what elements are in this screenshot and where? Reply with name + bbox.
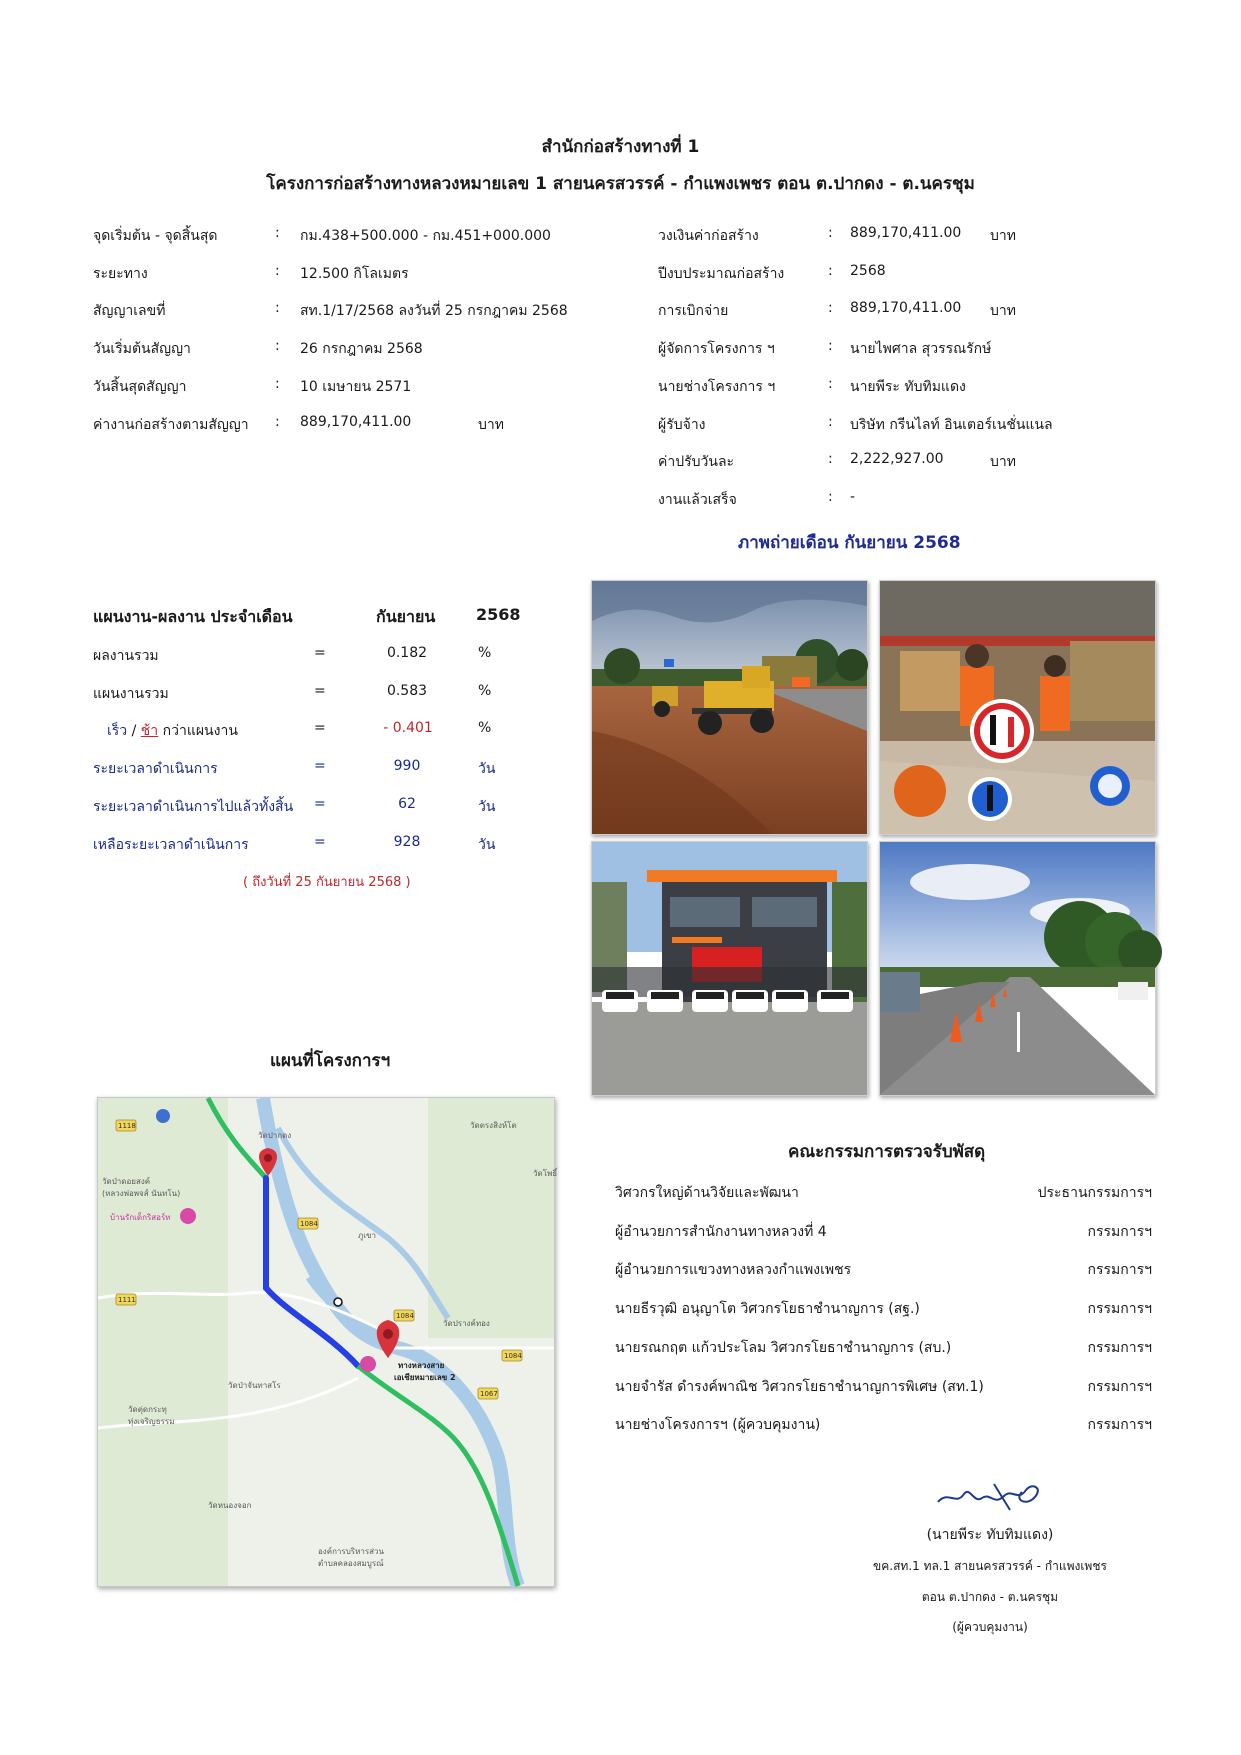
map-label-10: องค์การบริหารส่วน <box>318 1547 384 1556</box>
info-right-row-value: - <box>850 488 856 505</box>
info-left-row-sep: : <box>275 375 280 392</box>
row-elapsed-label: ระยะเวลาดำเนินการไปแล้วทั้งสิ้น <box>93 799 294 815</box>
info-left-row-sep: : <box>275 300 280 317</box>
info-right-row-value: บริษัท กรีนไลท์ อินเตอร์เนชั่นแนล <box>850 416 1053 433</box>
info-left-row-value: 12.500 กิโลเมตร <box>300 265 409 282</box>
committee-member-role: กรรมการฯ <box>1087 1417 1152 1434</box>
svg-text:1118: 1118 <box>118 1122 136 1130</box>
map-label-18: ภูเขา <box>358 1231 376 1240</box>
info-right-row-label: ผู้รับจ้าง <box>658 416 706 433</box>
map-label-6: วัดป่าจันทาสโร <box>228 1381 281 1390</box>
row-remaining-unit: วัน <box>478 837 496 853</box>
signature-line-1: ขค.สท.1 ทล.1 สายนครสวรรค์ - กำแพงเพชร <box>873 1559 1107 1573</box>
info-left-row-label: จุดเริ่มต้น - จุดสิ้นสุด <box>93 228 218 244</box>
committee-member-role: กรรมการฯ <box>1087 1262 1152 1279</box>
info-right-row-label: ค่าปรับวันละ <box>658 454 735 471</box>
row-plan-unit: % <box>478 683 492 699</box>
photo-road-grader <box>591 580 868 835</box>
info-right-row-value: 889,170,411.00 <box>850 225 962 241</box>
map-label-4: บ้านรักเด็กริสอร์ท <box>110 1213 171 1222</box>
row-remaining-eq: = <box>314 834 326 850</box>
diff-rest: กว่าแผนงาน <box>158 723 238 739</box>
info-right-row-sep: : <box>828 375 833 392</box>
map-label-12: ทางหลวงสาย <box>398 1361 445 1370</box>
slash: / <box>127 723 141 739</box>
info-left-row-label: สัญญาเลขที่ <box>93 303 166 320</box>
svg-text:1111: 1111 <box>118 1296 136 1304</box>
fast-label: เร็ว <box>107 723 128 739</box>
info-left-row-sep: : <box>275 413 280 430</box>
row-diff-eq: = <box>314 720 326 736</box>
info-left-row-sep: : <box>275 338 280 355</box>
photo-road-cones <box>879 841 1156 1096</box>
info-right-row-unit: บาท <box>990 303 1016 320</box>
photo-traffic-signs <box>879 580 1156 835</box>
info-left-row-value: 889,170,411.00 <box>300 413 412 430</box>
row-diff-value: - 0.401 <box>383 720 433 736</box>
row-duration-eq: = <box>314 758 326 774</box>
info-right-row-label: ปีงบประมาณก่อสร้าง <box>658 265 785 282</box>
map-label-8: ทุ่งเจริญธรรม <box>128 1417 175 1426</box>
signature-line-3: (ผู้ควบคุมงาน) <box>952 1620 1028 1634</box>
row-remaining-value: 928 <box>393 834 421 850</box>
row-plan-label: แผนงานรวม <box>93 686 169 702</box>
map-label-0: วัดตรงสิงห์โต <box>470 1121 517 1130</box>
info-right-row-value: 2,222,927.00 <box>850 451 944 468</box>
committee-member-name: ผู้อำนวยการสำนักงานทางหลวงที่ 4 <box>615 1223 827 1240</box>
map-label-2: วัดป่าดอยสงค์ <box>102 1177 151 1186</box>
info-right-row-sep: : <box>828 488 833 505</box>
signature-name: (นายพีระ ทับทิมแดง) <box>926 1527 1054 1543</box>
office-title: สำนักก่อสร้างทางที่ 1 <box>541 137 700 157</box>
info-left-row-sep: : <box>275 262 280 279</box>
svg-text:1084: 1084 <box>396 1312 414 1320</box>
committee-title: คณะกรรมการตรวจรับพัสดุ <box>788 1142 986 1162</box>
info-right-row-value: นายพีระ ทับทิมแดง <box>850 378 966 395</box>
info-left-row-value: สท.1/17/2568 ลงวันที่ 25 กรกฎาคม 2568 <box>300 303 568 320</box>
committee-member-role: กรรมการฯ <box>1087 1223 1152 1240</box>
row-diff-unit: % <box>478 720 492 736</box>
info-right-row-value: 889,170,411.00 <box>850 300 962 317</box>
svg-text:1084: 1084 <box>504 1352 522 1360</box>
row-duration-unit: วัน <box>478 761 496 777</box>
row-remaining-label: เหลือระยะเวลาดำเนินการ <box>93 837 249 853</box>
committee-member-name: นายรณกฤต แก้วประโลม วิศวกรโยธาชำนาญการ (สบ.) <box>615 1339 952 1356</box>
row-elapsed-unit: วัน <box>478 799 496 815</box>
info-left-row-unit: บาท <box>478 416 504 433</box>
photos-title: ภาพถ่ายเดือน กันยายน 2568 <box>738 533 961 553</box>
info-right-row-sep: : <box>828 300 833 317</box>
committee-member-name: ผู้อำนวยการแขวงทางหลวงกำแพงเพชร <box>615 1262 852 1279</box>
info-left-row-label: ค่างานก่อสร้างตามสัญญา <box>93 416 249 433</box>
committee-member-name: วิศวกรใหญ่ด้านวิจัยและพัฒนา <box>615 1185 799 1201</box>
info-right-row-label: การเบิกจ่าย <box>658 303 729 320</box>
info-right-row-sep: : <box>828 451 833 468</box>
row-actual-value: 0.182 <box>386 645 428 661</box>
info-left-row-label: ระยะทาง <box>93 265 148 282</box>
svg-text:1084: 1084 <box>300 1220 318 1228</box>
info-right-row-sep: : <box>828 338 833 355</box>
photo-site-office <box>591 841 868 1096</box>
row-elapsed-value: 62 <box>398 796 416 812</box>
progress-title: แผนงาน-ผลงาน ประจำเดือน <box>93 607 293 626</box>
as-of-date: ( ถึงวันที่ 25 กันยายน 2568 ) <box>243 875 411 890</box>
info-right-row-value: 2568 <box>850 262 886 279</box>
row-actual-eq: = <box>314 645 326 661</box>
info-right-row-label: นายช่างโครงการ ฯ <box>658 378 776 395</box>
map-label-5: วัดปรางค์ทอง <box>443 1319 490 1328</box>
row-elapsed-eq: = <box>314 796 326 812</box>
info-right-row-sep: : <box>828 225 833 241</box>
row-diff-label <box>107 720 238 742</box>
map-label-9: วัดหนองจอก <box>208 1501 252 1510</box>
committee-member-name: นายธีรวุฒิ อนุญาโต วิศวกรโยธาชำนาญการ (สฐ.) <box>615 1301 920 1318</box>
info-left-row-label: วันสิ้นสุดสัญญา <box>93 378 187 395</box>
info-right-row-unit: บาท <box>990 454 1016 471</box>
row-duration-label: ระยะเวลาดำเนินการ <box>93 761 218 777</box>
info-left-row-sep: : <box>275 225 280 241</box>
committee-member-name: นายจำรัส ดำรงค์พาณิช วิศวกรโยธาชำนาญการพิเศษ (สท.1) <box>615 1378 984 1395</box>
project-title: โครงการก่อสร้างทางหลวงหมายเลข 1 สายนครสวรรค์ - กำแพงเพชร ตอน ต.ปากดง - ต.นครชุม <box>266 174 975 194</box>
committee-member-name: นายช่างโครงการฯ (ผู้ควบคุมงาน) <box>615 1417 821 1434</box>
row-actual-unit: % <box>478 645 492 661</box>
map-label-3: (หลวงพ่อพจส์ นันทโน) <box>102 1189 181 1198</box>
info-right-row-label: วงเงินค่าก่อสร้าง <box>658 228 759 244</box>
svg-text:1067: 1067 <box>480 1390 498 1398</box>
map-label-11: ตำบลคลองสมบูรณ์ <box>318 1559 384 1568</box>
signature-line-2: ตอน ต.ปากดง - ต.นครชุม <box>921 1590 1059 1604</box>
committee-member-role: กรรมการฯ <box>1087 1378 1152 1395</box>
info-left-row-label: วันเริ่มต้นสัญญา <box>93 341 191 358</box>
row-plan-value: 0.583 <box>386 683 428 699</box>
info-left-row-value: 10 เมษายน 2571 <box>300 378 412 395</box>
progress-month: กันยายน <box>376 607 436 626</box>
map-label-7: วัดตุ่ดกระทุ <box>128 1405 167 1414</box>
map-label-13: เอเชียหมายเลข 2 <box>394 1373 456 1382</box>
info-left-row-value: 26 กรกฎาคม 2568 <box>300 341 423 358</box>
committee-member-role: ประธานกรรมการฯ <box>1037 1185 1152 1201</box>
row-plan-eq: = <box>314 683 326 699</box>
row-duration-value: 990 <box>393 758 421 774</box>
info-right-row-label: งานแล้วเสร็จ <box>658 491 737 508</box>
committee-member-role: กรรมการฯ <box>1087 1339 1152 1356</box>
project-map[interactable] <box>97 1097 558 1587</box>
row-actual-label: ผลงานรวม <box>93 648 159 664</box>
slow-label: ช้า <box>140 723 159 739</box>
map-title: แผนที่โครงการฯ <box>270 1051 391 1071</box>
progress-year: 2568 <box>476 605 521 624</box>
committee-member-role: กรรมการฯ <box>1087 1301 1152 1318</box>
info-right-row-unit: บาท <box>990 228 1016 244</box>
signature-image <box>934 1476 1054 1520</box>
info-right-row-sep: : <box>828 262 833 279</box>
map-label-19: วัดปากดง <box>258 1131 292 1140</box>
info-left-row-value: กม.438+500.000 - กม.451+000.000 <box>300 228 551 244</box>
map-label-1: วัดโพธิ์ <box>533 1169 558 1178</box>
info-right-row-value: นายไพศาล สุวรรณรักษ์ <box>850 341 992 358</box>
info-right-row-label: ผู้จัดการโครงการ ฯ <box>658 341 775 358</box>
info-right-row-sep: : <box>828 413 833 430</box>
